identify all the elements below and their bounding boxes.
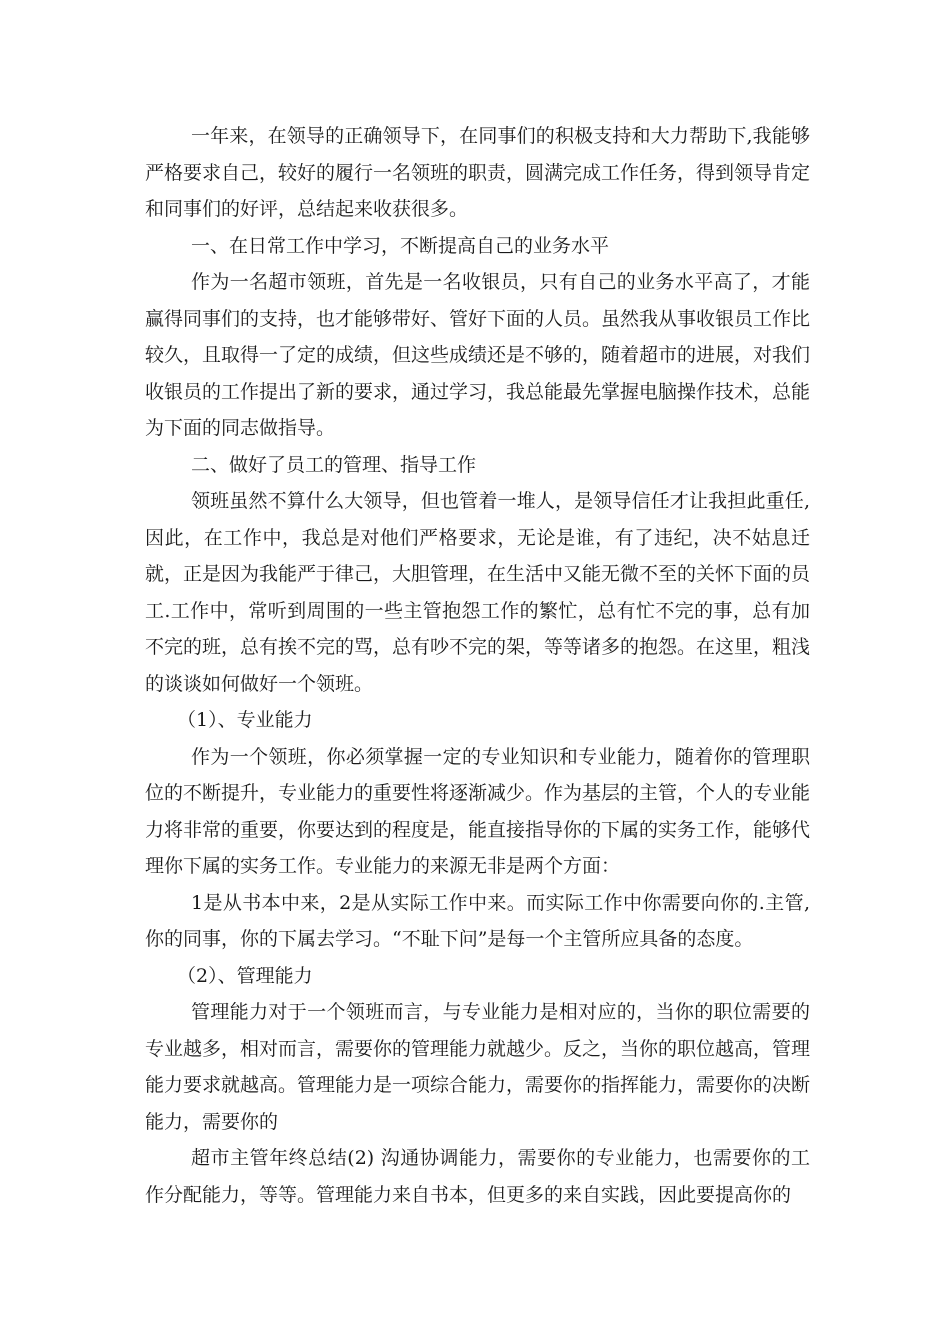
section-heading-1: 一、在日常工作中学习，不断提高自己的业务水平 bbox=[191, 234, 610, 257]
paragraph-staff-management: 领班虽然不算什么大领导，但也管着一堆人，是领导信任才让我担此重任,因此，在工作中，我总是对他们严格要求，无论是谁，有了违纪，决不姑息迁就，正是因为我能严于律己，大胆管理，在生活中又能无微不至的关怀下面的员工.工作中，常听到周围的一些主管抱怨工作的繁忙，总有忙不完的事，总有加不完的班，总有挨不完的骂，总有吵不完的架，等等诸多的抱怨。在这里，粗浅的谈谈如何做好一个领班。 bbox=[145, 490, 811, 695]
paragraph-learning-sources: 1是从书本中来，2是从实际工作中来。而实际工作中你需要向你的.主管,你的同事，你的下属去学习。“不耻下问”是每一个主管所应具备的态度。 bbox=[145, 891, 810, 950]
paragraph-professional-ability: 作为一个领班，你必须掌握一定的专业知识和专业能力，随着你的管理职位的不断提升，专业能力的重要性将逐渐减少。作为基层的主管，个人的专业能力将非常的重要，你要达到的程度是，能直接指导你的下属的实务工作，能够代理你下属的实务工作。专业能力的来源无非是两个方面： bbox=[145, 745, 811, 877]
subheading-management-ability: （2）、管理能力 bbox=[177, 964, 313, 987]
paragraph-coordination: 超市主管年终总结(2) 沟通协调能力，需要你的专业能力，也需要你的工作分配能力，等等。管理能力来自书本，但更多的来自实践，因此要提高你的 bbox=[145, 1147, 810, 1206]
paragraph-management-ability: 管理能力对于一个领班而言，与专业能力是相对应的，当你的职位需要的专业越多，相对而言，需要你的管理能力就越少。反之，当你的职位越高，管理能力要求就越高。管理能力是一项综合能力，需要你的指挥能力，需要你的决断能力，需要你的 bbox=[145, 1001, 811, 1133]
subheading-professional-ability: （1）、专业能力 bbox=[177, 709, 313, 731]
paragraph-intro: 一年来，在领导的正确领导下，在同事们的积极支持和大力帮助下,我能够严格要求自己，较好的履行一名领班的职责，圆满完成工作任务，得到领导肯定和同事们的好评，总结起来收获很多。 bbox=[145, 125, 811, 220]
section-heading-2: 二、做好了员工的管理、指导工作 bbox=[191, 453, 477, 476]
paragraph-business-level: 作为一名超市领班，首先是一名收银员，只有自己的业务水平高了，才能赢得同事们的支持，也才能够带好、管好下面的人员。虽然我从事收银员工作比较久，且取得一了定的成绩，但这些成绩还是不够的，随着超市的进展，对我们收银员的工作提出了新的要求，通过学习，我总能最先掌握电脑操作技术，总能为下面的同志做指导。 bbox=[145, 271, 811, 439]
document-body bbox=[145, 118, 810, 1213]
